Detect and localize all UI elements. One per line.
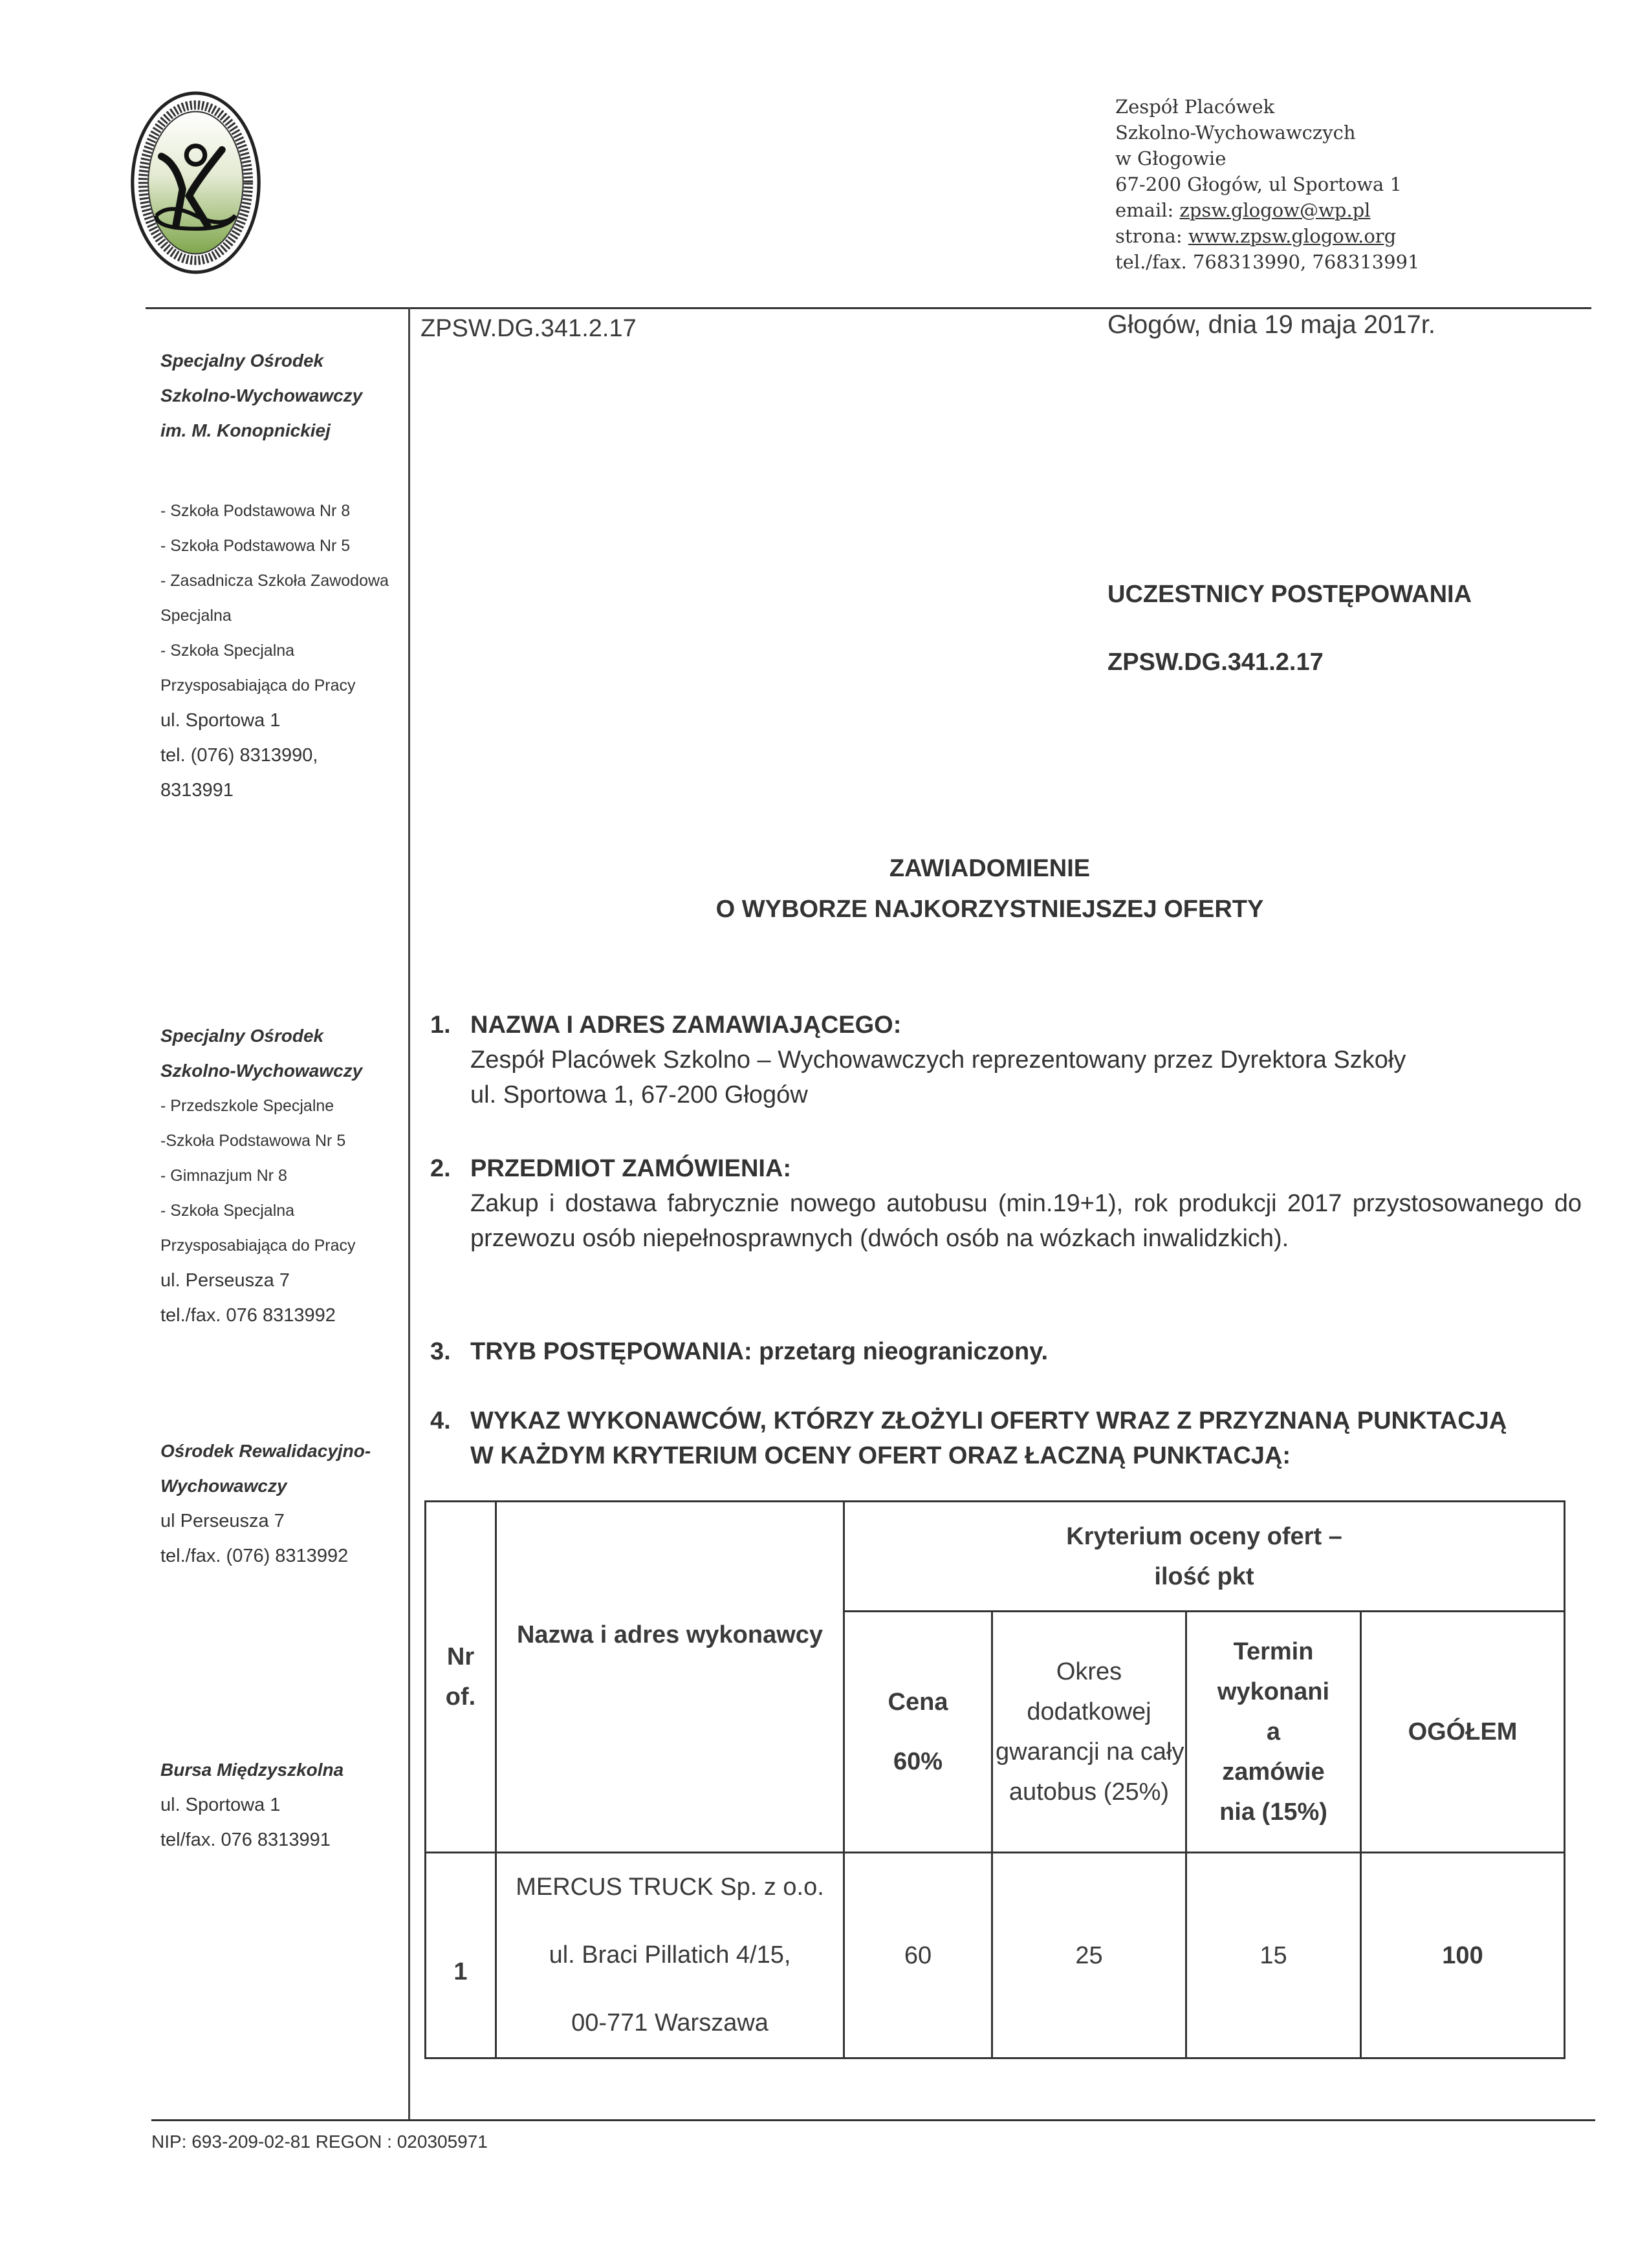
section-title: WYKAZ WYKONAWCÓW, KTÓRZY ZŁOŻYLI OFERTY WRAZ Z PRZYZNANĄ PUNKTACJĄ xyxy=(470,1407,1507,1434)
sidebar-block-2 xyxy=(160,1019,400,1333)
section-number: 2. xyxy=(430,1155,451,1182)
sidebar-block-title: Specjalny Ośrodek xyxy=(160,351,324,371)
section-3 xyxy=(430,1334,1582,1369)
offers-score-table xyxy=(424,1500,1565,2059)
email-label: email: xyxy=(1115,199,1174,221)
sidebar-block-title: Szkolno-Wychowawczy xyxy=(160,1061,363,1081)
section-body-line: Zespół Placówek Szkolno – Wychowawczych reprezentowany przez Dyrektora Szkoły xyxy=(470,1046,1406,1074)
table-row xyxy=(426,1853,1565,2058)
org-phone: tel./fax. 768313990, 768313991 xyxy=(1115,251,1420,273)
participants-reference: ZPSW.DG.341.2.17 xyxy=(1107,649,1324,676)
sidebar-list-item: -Szkoła Podstawowa Nr 5 xyxy=(160,1132,346,1150)
sidebar-phone: 8313991 xyxy=(160,780,234,801)
org-name-line2: Szkolno-Wychowawczych xyxy=(1115,122,1356,144)
section-title: TRYB POSTĘPOWANIA: xyxy=(470,1338,752,1365)
section-title-line2: W KAŻDYM KRYTERIUM OCENY OFERT ORAZ ŁACZNĄ PUNKTACJĄ: xyxy=(470,1442,1291,1469)
section-title: PRZEDMIOT ZAMÓWIENIA: xyxy=(470,1155,792,1182)
website-link[interactable]: www.zpsw.glogow.org xyxy=(1188,225,1397,247)
sidebar-list-item: Specjalna xyxy=(160,607,232,625)
cell-total: 100 xyxy=(1361,1853,1565,2058)
sidebar-phone: tel./fax. (076) 8313992 xyxy=(160,1546,349,1566)
header-offer-number: Nr of. xyxy=(426,1502,496,1853)
section-title: NAZWA I ADRES ZAMAWIAJĄCEGO: xyxy=(470,1011,902,1039)
section-2 xyxy=(430,1151,1582,1256)
header-divider xyxy=(146,307,1591,309)
section-number: 1. xyxy=(430,1011,451,1039)
sidebar-block-title: Ośrodek Rewalidacyjno- xyxy=(160,1441,371,1461)
organization-address-block xyxy=(1115,94,1419,275)
section-body-paragraph: Zakup i dostawa fabrycznie nowego autobusu (min.19+1), rok produkcji 2017 przystosowanego do przewozu osób niepełnosprawnych (dwóch osób na wózkach inwalidzkich). xyxy=(470,1190,1582,1252)
sidebar-block-1-list xyxy=(160,493,400,808)
org-address: 67-200 Głogów, ul Sportowa 1 xyxy=(1115,173,1402,195)
table-header-row xyxy=(426,1502,1565,1612)
sidebar-list-item: - Zasadnicza Szkoła Zawodowa xyxy=(160,572,389,590)
section-value: przetarg nieograniczony. xyxy=(759,1338,1049,1365)
section-4 xyxy=(430,1403,1582,1473)
sidebar-address: ul. Sportowa 1 xyxy=(160,1795,281,1815)
sidebar-phone: tel. (076) 8313990, xyxy=(160,745,318,766)
section-body-line: ul. Sportowa 1, 67-200 Głogów xyxy=(470,1081,808,1108)
sidebar-list-item: Przysposabiająca do Pracy xyxy=(160,676,356,695)
sidebar-list-item: - Gimnazjum Nr 8 xyxy=(160,1167,287,1185)
sidebar-list-item: Przysposabiająca do Pracy xyxy=(160,1237,356,1255)
participants-heading: UCZESTNICY POSTĘPOWANIA xyxy=(1107,581,1472,608)
email-link[interactable]: zpsw.glogow@wp.pl xyxy=(1179,199,1371,221)
sidebar-block-title: Specjalny Ośrodek xyxy=(160,1026,324,1046)
cell-warranty: 25 xyxy=(992,1853,1186,2058)
header-criteria-group: Kryterium oceny ofert – ilość pkt xyxy=(844,1502,1565,1612)
header-deadline: Termin wykonani a zamówie nia (15%) xyxy=(1186,1612,1361,1853)
header-total: OGÓŁEM xyxy=(1361,1612,1565,1853)
sidebar-phone: tel/fax. 076 8313991 xyxy=(160,1830,331,1850)
section-number: 4. xyxy=(430,1407,451,1434)
sidebar-phone: tel./fax. 076 8313992 xyxy=(160,1305,336,1326)
sidebar-address: ul Perseusza 7 xyxy=(160,1511,285,1531)
cell-price: 60 xyxy=(844,1853,992,2058)
org-website-row xyxy=(1115,223,1419,249)
sidebar-block-title: Bursa Międzyszkolna xyxy=(160,1760,344,1780)
cell-contractor: MERCUS TRUCK Sp. z o.o. ul. Braci Pillatich 4/15, 00-771 Warszawa xyxy=(496,1853,844,2058)
sidebar-list-item: - Szkoła Specjalna xyxy=(160,642,295,660)
sidebar-address: ul. Perseusza 7 xyxy=(160,1270,290,1291)
sidebar-list-item: - Przedszkole Specjalne xyxy=(160,1097,334,1115)
section-1 xyxy=(430,1008,1582,1112)
sidebar-list-item: - Szkoła Podstawowa Nr 5 xyxy=(160,537,351,555)
org-email-row xyxy=(1115,197,1419,223)
document-date: Głogów, dnia 19 maja 2017r. xyxy=(1107,310,1436,339)
section-number: 3. xyxy=(430,1338,451,1365)
header-price: Cena 60% xyxy=(844,1612,992,1853)
footer-registry-numbers: NIP: 693-209-02-81 REGON : 020305971 xyxy=(151,2132,488,2152)
school-emblem-icon xyxy=(129,91,262,275)
header-contractor: Nazwa i adres wykonawcy xyxy=(496,1502,844,1853)
cell-offer-number: 1 xyxy=(426,1853,496,2058)
sidebar-block-title: Wychowawczy xyxy=(160,1476,287,1496)
reference-number: ZPSW.DG.341.2.17 xyxy=(420,315,637,342)
cell-deadline: 15 xyxy=(1186,1853,1361,2058)
org-name-line3: w Głogowie xyxy=(1115,147,1227,169)
sidebar-block-4 xyxy=(160,1753,400,1857)
header-warranty: Okres dodatkowej gwarancji na cały autobus (25%) xyxy=(992,1612,1186,1853)
website-label: strona: xyxy=(1115,225,1183,247)
footer-divider xyxy=(151,2119,1595,2121)
org-name-line1: Zespół Placówek xyxy=(1115,96,1275,118)
sidebar-block-title: im. M. Konopnickiej xyxy=(160,420,331,440)
notice-title: ZAWIADOMIENIE xyxy=(889,855,1091,882)
sidebar-list-item: - Szkoła Specjalna xyxy=(160,1202,295,1220)
sidebar-block-3 xyxy=(160,1434,400,1573)
notice-subtitle: O WYBORZE NAJKORZYSTNIEJSZEJ OFERTY xyxy=(715,896,1264,923)
sidebar-divider xyxy=(408,308,410,2121)
sidebar-block-title: Szkolno-Wychowawczy xyxy=(160,385,363,405)
sidebar-block-1 xyxy=(160,343,400,448)
sidebar-address: ul. Sportowa 1 xyxy=(160,710,281,731)
sidebar-list-item: - Szkoła Podstawowa Nr 8 xyxy=(160,502,351,520)
